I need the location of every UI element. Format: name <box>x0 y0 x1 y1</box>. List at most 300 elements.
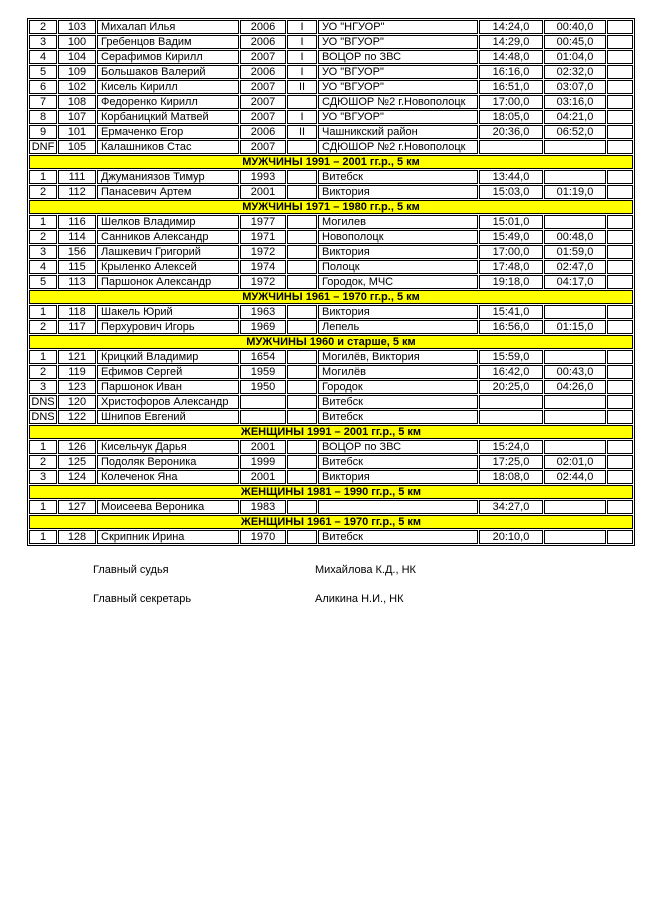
cell-rank <box>287 365 317 379</box>
cell-place: 2 <box>29 455 57 469</box>
cell-place: 6 <box>29 80 57 94</box>
cell-time: 19:18,0 <box>479 275 543 289</box>
cell-bib: 124 <box>58 470 96 484</box>
cell-gap: 02:44,0 <box>544 470 606 484</box>
table-row <box>29 20 633 34</box>
cell-time: 15:59,0 <box>479 350 543 364</box>
cell-club: СДЮШОР №2 г.Новополоцк <box>318 140 478 154</box>
table-row <box>29 185 633 199</box>
cell-bib: 125 <box>58 455 96 469</box>
cell-club: Виктория <box>318 305 478 319</box>
cell-rank <box>287 95 317 109</box>
cell-club <box>318 500 478 514</box>
cell-place: 8 <box>29 110 57 124</box>
cell-name: Михалап Илья <box>97 20 239 34</box>
cell-extra <box>607 65 633 79</box>
cell-year <box>240 410 286 424</box>
cell-name: Паршонок Иван <box>97 380 239 394</box>
cell-name: Калашников Стас <box>97 140 239 154</box>
cell-rank <box>287 470 317 484</box>
cell-extra <box>607 185 633 199</box>
cell-name: Паршонок Александр <box>97 275 239 289</box>
table-row <box>29 500 633 514</box>
cell-name: Крицкий Владимир <box>97 350 239 364</box>
cell-extra <box>607 50 633 64</box>
cell-extra <box>607 455 633 469</box>
cell-name: Моисеева Вероника <box>97 500 239 514</box>
cell-rank: I <box>287 65 317 79</box>
cell-rank <box>287 305 317 319</box>
cell-time: 15:41,0 <box>479 305 543 319</box>
cell-name: Панасевич Артем <box>97 185 239 199</box>
cell-rank <box>287 455 317 469</box>
cell-extra <box>607 95 633 109</box>
cell-name: Перхурович Игорь <box>97 320 239 334</box>
cell-club: Виктория <box>318 185 478 199</box>
cell-place: 5 <box>29 65 57 79</box>
cell-rank <box>287 275 317 289</box>
cell-name: Скрипник Ирина <box>97 530 239 544</box>
cell-time: 17:48,0 <box>479 260 543 274</box>
section-header: ЖЕНЩИНЫ 1981 – 1990 гг.р., 5 км <box>29 485 633 499</box>
cell-year: 1959 <box>240 365 286 379</box>
cell-place: 4 <box>29 50 57 64</box>
cell-gap <box>544 440 606 454</box>
section-header-row <box>29 200 633 214</box>
cell-year <box>240 395 286 409</box>
cell-extra <box>607 530 633 544</box>
cell-name: Шнипов Евгений <box>97 410 239 424</box>
cell-place: 5 <box>29 275 57 289</box>
cell-place: 3 <box>29 245 57 259</box>
cell-time: 16:51,0 <box>479 80 543 94</box>
table-row <box>29 110 633 124</box>
cell-time <box>479 140 543 154</box>
cell-extra <box>607 20 633 34</box>
chief-judge-name: Михайлова К.Д., НК <box>315 564 416 576</box>
cell-place: 1 <box>29 440 57 454</box>
results-table-body <box>29 20 633 544</box>
table-row <box>29 365 633 379</box>
cell-bib: 108 <box>58 95 96 109</box>
cell-gap: 03:07,0 <box>544 80 606 94</box>
cell-gap: 04:17,0 <box>544 275 606 289</box>
cell-rank: I <box>287 20 317 34</box>
table-row <box>29 50 633 64</box>
cell-gap: 02:01,0 <box>544 455 606 469</box>
cell-extra <box>607 140 633 154</box>
cell-gap <box>544 410 606 424</box>
cell-club: Могилёв, Виктория <box>318 350 478 364</box>
cell-extra <box>607 305 633 319</box>
cell-extra <box>607 80 633 94</box>
cell-name: Гребенцов Вадим <box>97 35 239 49</box>
cell-bib: 107 <box>58 110 96 124</box>
cell-gap: 01:19,0 <box>544 185 606 199</box>
cell-year: 1950 <box>240 380 286 394</box>
cell-name: Серафимов Кирилл <box>97 50 239 64</box>
cell-year: 2001 <box>240 470 286 484</box>
table-row <box>29 320 633 334</box>
cell-bib: 109 <box>58 65 96 79</box>
cell-club: УО "ВГУОР" <box>318 80 478 94</box>
cell-gap: 01:15,0 <box>544 320 606 334</box>
cell-year: 1974 <box>240 260 286 274</box>
cell-gap: 00:40,0 <box>544 20 606 34</box>
cell-time: 14:29,0 <box>479 35 543 49</box>
cell-place: DNS <box>29 395 57 409</box>
cell-year: 1977 <box>240 215 286 229</box>
cell-rank <box>287 395 317 409</box>
cell-year: 2006 <box>240 35 286 49</box>
cell-place: 2 <box>29 185 57 199</box>
cell-time: 17:00,0 <box>479 245 543 259</box>
table-row <box>29 275 633 289</box>
cell-gap <box>544 170 606 184</box>
cell-bib: 102 <box>58 80 96 94</box>
cell-club: Могилев <box>318 215 478 229</box>
cell-bib: 126 <box>58 440 96 454</box>
cell-place: 2 <box>29 365 57 379</box>
cell-rank: II <box>287 80 317 94</box>
cell-gap <box>544 395 606 409</box>
cell-club: ВОЦОР по ЗВС <box>318 50 478 64</box>
cell-rank <box>287 215 317 229</box>
cell-rank: II <box>287 125 317 139</box>
table-row <box>29 305 633 319</box>
cell-place: 1 <box>29 170 57 184</box>
cell-name: Джуманиязов Тимур <box>97 170 239 184</box>
cell-time: 16:56,0 <box>479 320 543 334</box>
cell-club: Могилёв <box>318 365 478 379</box>
cell-name: Подоляк Вероника <box>97 455 239 469</box>
cell-place: 4 <box>29 260 57 274</box>
cell-year: 1969 <box>240 320 286 334</box>
table-row <box>29 530 633 544</box>
cell-place: 9 <box>29 125 57 139</box>
cell-place: 3 <box>29 470 57 484</box>
cell-rank <box>287 140 317 154</box>
cell-name: Христофоров Александр <box>97 395 239 409</box>
chief-secretary-label: Главный секретарь <box>93 593 192 605</box>
cell-place: DNF <box>29 140 57 154</box>
cell-name: Корбаницкий Матвей <box>97 110 239 124</box>
cell-time: 14:24,0 <box>479 20 543 34</box>
cell-gap <box>544 140 606 154</box>
cell-bib: 101 <box>58 125 96 139</box>
cell-bib: 156 <box>58 245 96 259</box>
cell-name: Крыленко Алексей <box>97 260 239 274</box>
table-row <box>29 245 633 259</box>
cell-extra <box>607 230 633 244</box>
chief-secretary-name: Аликина Н.И., НК <box>315 593 404 605</box>
cell-bib: 118 <box>58 305 96 319</box>
cell-time <box>479 395 543 409</box>
cell-place: 1 <box>29 530 57 544</box>
cell-name: Шакель Юрий <box>97 305 239 319</box>
cell-gap: 02:47,0 <box>544 260 606 274</box>
cell-extra <box>607 350 633 364</box>
table-row <box>29 395 633 409</box>
cell-time: 15:01,0 <box>479 215 543 229</box>
cell-place: 2 <box>29 20 57 34</box>
cell-year: 2007 <box>240 110 286 124</box>
cell-gap: 00:45,0 <box>544 35 606 49</box>
cell-rank <box>287 320 317 334</box>
cell-club: Городок <box>318 380 478 394</box>
cell-time: 34:27,0 <box>479 500 543 514</box>
cell-extra <box>607 500 633 514</box>
cell-bib: 117 <box>58 320 96 334</box>
section-header-row <box>29 515 633 529</box>
cell-club: Виктория <box>318 470 478 484</box>
cell-rank <box>287 185 317 199</box>
section-header: МУЖЧИНЫ 1991 – 2001 гг.р., 5 км <box>29 155 633 169</box>
cell-rank <box>287 170 317 184</box>
cell-name: Шелков Владимир <box>97 215 239 229</box>
cell-name: Колеченок Яна <box>97 470 239 484</box>
cell-name: Кисельчук Дарья <box>97 440 239 454</box>
cell-gap <box>544 305 606 319</box>
cell-year: 2006 <box>240 65 286 79</box>
cell-time: 20:25,0 <box>479 380 543 394</box>
section-header: ЖЕНЩИНЫ 1961 – 1970 гг.р., 5 км <box>29 515 633 529</box>
cell-year: 1971 <box>240 230 286 244</box>
cell-place: 2 <box>29 320 57 334</box>
cell-rank <box>287 350 317 364</box>
cell-rank <box>287 380 317 394</box>
section-header: МУЖЧИНЫ 1971 – 1980 гг.р., 5 км <box>29 200 633 214</box>
cell-place: 1 <box>29 215 57 229</box>
cell-name: Ефимов Сергей <box>97 365 239 379</box>
cell-gap <box>544 350 606 364</box>
cell-time: 16:42,0 <box>479 365 543 379</box>
cell-year: 1972 <box>240 275 286 289</box>
section-header-row <box>29 335 633 349</box>
cell-place: 7 <box>29 95 57 109</box>
cell-club: УО "ВГУОР" <box>318 65 478 79</box>
cell-club: Полоцк <box>318 260 478 274</box>
cell-bib: 123 <box>58 380 96 394</box>
cell-club: СДЮШОР №2 г.Новополоцк <box>318 95 478 109</box>
cell-gap: 03:16,0 <box>544 95 606 109</box>
results-table <box>27 18 635 546</box>
cell-club: Лепель <box>318 320 478 334</box>
cell-bib: 105 <box>58 140 96 154</box>
cell-gap: 04:21,0 <box>544 110 606 124</box>
cell-rank <box>287 410 317 424</box>
cell-time: 17:00,0 <box>479 95 543 109</box>
cell-extra <box>607 410 633 424</box>
cell-club: УО "ВГУОР" <box>318 110 478 124</box>
cell-club: ВОЦОР по ЗВС <box>318 440 478 454</box>
table-row <box>29 140 633 154</box>
table-row <box>29 470 633 484</box>
cell-rank <box>287 440 317 454</box>
cell-gap: 02:32,0 <box>544 65 606 79</box>
cell-extra <box>607 395 633 409</box>
cell-bib: 104 <box>58 50 96 64</box>
cell-gap: 00:43,0 <box>544 365 606 379</box>
table-row <box>29 35 633 49</box>
cell-time: 18:08,0 <box>479 470 543 484</box>
cell-year: 2007 <box>240 95 286 109</box>
cell-time: 18:05,0 <box>479 110 543 124</box>
section-header-row <box>29 155 633 169</box>
cell-gap: 04:26,0 <box>544 380 606 394</box>
cell-club: УО "ВГУОР" <box>318 35 478 49</box>
cell-time: 14:48,0 <box>479 50 543 64</box>
cell-club: Витебск <box>318 410 478 424</box>
cell-bib: 112 <box>58 185 96 199</box>
cell-rank <box>287 230 317 244</box>
table-row <box>29 350 633 364</box>
cell-year: 2007 <box>240 140 286 154</box>
section-header: МУЖЧИНЫ 1960 и старше, 5 км <box>29 335 633 349</box>
table-row <box>29 65 633 79</box>
cell-bib: 113 <box>58 275 96 289</box>
cell-bib: 120 <box>58 395 96 409</box>
cell-extra <box>607 470 633 484</box>
cell-rank <box>287 260 317 274</box>
cell-time: 15:03,0 <box>479 185 543 199</box>
section-header-row <box>29 425 633 439</box>
cell-club: УО "НГУОР" <box>318 20 478 34</box>
table-row <box>29 440 633 454</box>
cell-gap <box>544 500 606 514</box>
table-row <box>29 215 633 229</box>
cell-extra <box>607 260 633 274</box>
table-row <box>29 125 633 139</box>
cell-place: 3 <box>29 380 57 394</box>
section-header-row <box>29 485 633 499</box>
cell-club: Чашникский район <box>318 125 478 139</box>
table-row <box>29 170 633 184</box>
cell-year: 2006 <box>240 125 286 139</box>
cell-bib: 103 <box>58 20 96 34</box>
cell-name: Кисель Кирилл <box>97 80 239 94</box>
cell-time <box>479 410 543 424</box>
cell-rank: I <box>287 35 317 49</box>
cell-bib: 116 <box>58 215 96 229</box>
section-header: ЖЕНЩИНЫ 1991 – 2001 гг.р., 5 км <box>29 425 633 439</box>
table-row <box>29 410 633 424</box>
cell-place: 1 <box>29 305 57 319</box>
cell-extra <box>607 275 633 289</box>
cell-year: 2007 <box>240 80 286 94</box>
cell-time: 15:24,0 <box>479 440 543 454</box>
cell-club: Городок, МЧС <box>318 275 478 289</box>
table-row <box>29 95 633 109</box>
cell-gap: 01:04,0 <box>544 50 606 64</box>
cell-time: 20:10,0 <box>479 530 543 544</box>
table-row <box>29 230 633 244</box>
cell-club: Витебск <box>318 395 478 409</box>
chief-secretary-row <box>0 592 649 606</box>
table-row <box>29 380 633 394</box>
cell-extra <box>607 245 633 259</box>
cell-bib: 128 <box>58 530 96 544</box>
cell-place: 1 <box>29 500 57 514</box>
section-header: МУЖЧИНЫ 1961 – 1970 гг.р., 5 км <box>29 290 633 304</box>
cell-place: 1 <box>29 350 57 364</box>
cell-year: 1963 <box>240 305 286 319</box>
cell-club: Новополоцк <box>318 230 478 244</box>
cell-name: Федоренко Кирилл <box>97 95 239 109</box>
cell-name: Ермаченко Егор <box>97 125 239 139</box>
cell-time: 20:36,0 <box>479 125 543 139</box>
cell-rank: I <box>287 50 317 64</box>
cell-club: Витебск <box>318 455 478 469</box>
cell-year: 1972 <box>240 245 286 259</box>
cell-rank <box>287 530 317 544</box>
cell-year: 1999 <box>240 455 286 469</box>
cell-year: 1654 <box>240 350 286 364</box>
cell-rank <box>287 245 317 259</box>
cell-time: 16:16,0 <box>479 65 543 79</box>
cell-year: 1993 <box>240 170 286 184</box>
cell-place: 3 <box>29 35 57 49</box>
cell-year: 2007 <box>240 50 286 64</box>
cell-bib: 111 <box>58 170 96 184</box>
cell-rank: I <box>287 110 317 124</box>
cell-extra <box>607 35 633 49</box>
cell-extra <box>607 320 633 334</box>
cell-name: Большаков Валерий <box>97 65 239 79</box>
cell-gap <box>544 530 606 544</box>
cell-extra <box>607 110 633 124</box>
cell-time: 17:25,0 <box>479 455 543 469</box>
cell-bib: 114 <box>58 230 96 244</box>
cell-gap <box>544 215 606 229</box>
table-row <box>29 455 633 469</box>
cell-bib: 100 <box>58 35 96 49</box>
cell-bib: 121 <box>58 350 96 364</box>
chief-judge-row <box>0 563 649 577</box>
cell-place: 2 <box>29 230 57 244</box>
cell-gap: 00:48,0 <box>544 230 606 244</box>
cell-year: 2006 <box>240 20 286 34</box>
cell-year: 2001 <box>240 185 286 199</box>
cell-rank <box>287 500 317 514</box>
cell-extra <box>607 365 633 379</box>
cell-year: 2001 <box>240 440 286 454</box>
cell-time: 13:44,0 <box>479 170 543 184</box>
cell-place: DNS <box>29 410 57 424</box>
cell-club: Витебск <box>318 530 478 544</box>
cell-club: Виктория <box>318 245 478 259</box>
cell-year: 1970 <box>240 530 286 544</box>
section-header-row <box>29 290 633 304</box>
cell-bib: 127 <box>58 500 96 514</box>
cell-time: 15:49,0 <box>479 230 543 244</box>
cell-year: 1983 <box>240 500 286 514</box>
cell-extra <box>607 215 633 229</box>
cell-extra <box>607 440 633 454</box>
cell-bib: 119 <box>58 365 96 379</box>
cell-name: Лашкевич Григорий <box>97 245 239 259</box>
table-row <box>29 80 633 94</box>
cell-extra <box>607 380 633 394</box>
table-row <box>29 260 633 274</box>
cell-gap: 06:52,0 <box>544 125 606 139</box>
cell-bib: 122 <box>58 410 96 424</box>
cell-bib: 115 <box>58 260 96 274</box>
cell-extra <box>607 125 633 139</box>
cell-name: Санников Александр <box>97 230 239 244</box>
chief-judge-label: Главный судья <box>93 564 169 576</box>
cell-gap: 01:59,0 <box>544 245 606 259</box>
